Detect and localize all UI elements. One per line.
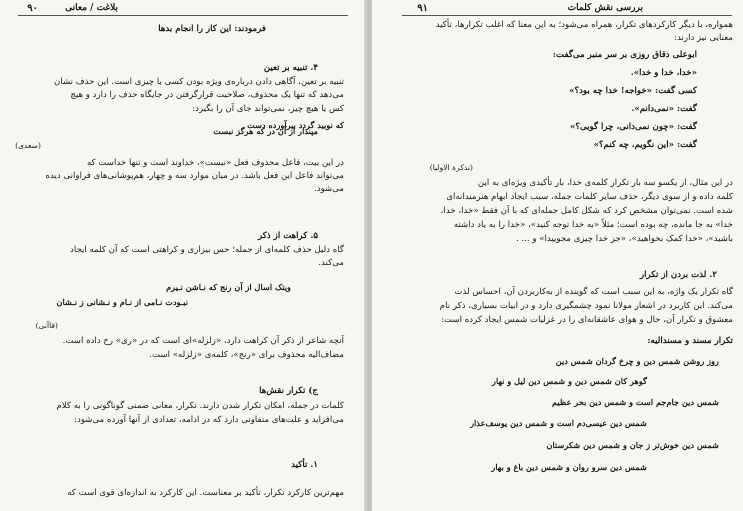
left-line-11: می‌شود. bbox=[314, 184, 344, 194]
left-line-13: گاه دلیل حذف کلمه‌ای از جمله؛ حس بیزاری و کراهتی است که آن کلمه ایجاد bbox=[70, 245, 344, 255]
right-line-2: معنایی نیز دارند: bbox=[674, 33, 733, 43]
section-heading-5: ۵. کراهت از ذکر bbox=[258, 231, 318, 241]
left-line-19: مضاف‌الیه محذوف برای «رنج»، کلمه‌ی «زلزله» است. bbox=[149, 350, 344, 360]
left-line-22: می‌افزاید و علت‌های متفاوتی دارد که در ادامه، تعدادی از آنها آورده می‌شود: bbox=[74, 415, 344, 425]
ghazal-line-1: روز روشن شمس دین و چرخ گردان شمس دین bbox=[555, 356, 719, 366]
left-line-3: تنبیه بر تعین، آگاهی دادن درباره‌ی ویژه بودن کسی یا چیزی است. این حذف نشان bbox=[54, 77, 344, 87]
quote-line-4: گفت: «نمی‌دانم». bbox=[631, 104, 697, 114]
verse-hemistich-3: نبـودت نـامی از نـام و نـشانی ز نـشان bbox=[56, 297, 188, 307]
verse-left-hemistich-1: که نوبید گردد بیرآورده دست bbox=[247, 120, 344, 130]
section-heading-c: ج) تکرار نقش‌ها bbox=[259, 386, 318, 396]
verse-right-hemistich-1: مپندار از آن در که هرگز نبست bbox=[213, 126, 318, 136]
ghazal-line-6: شمس دین سرو روان و شمس دین باغ و بهار bbox=[491, 462, 647, 472]
section-heading-1: ۱. تأکید bbox=[291, 460, 318, 470]
ghazal-line-2: گوهر کان شمس دین و شمس دین لیل و نهار bbox=[492, 376, 647, 386]
ghazal-line-4: شمس دین عیسی‌دم است و شمس دین یوسف‌عذار bbox=[470, 418, 647, 428]
right-running-title: بررسی نقش کلمات bbox=[567, 3, 643, 13]
right-line-1: همواره، با دیگر کارکردهای تکرار، همراه می‌شود؛ به این معنا که اغلب تکرارها، تأکید bbox=[435, 20, 733, 30]
ghazal-line-5: شمس دین خوش‌تر ز جان و شمس دین شکرستان bbox=[546, 440, 719, 450]
right-header-rule bbox=[402, 15, 732, 16]
right-line-14: باشید»، «خدا کمک بخواهید»، «جز خدا چیزی مجوییدا» و ... . bbox=[515, 234, 733, 244]
right-page bbox=[372, 0, 743, 511]
section-heading-2: ۲. لذت بردن از تکرار bbox=[639, 270, 717, 280]
subheading-musnad: تکرار مسند و مسندالیه: bbox=[647, 336, 733, 346]
source-qaani: (قاآنی) bbox=[35, 321, 58, 330]
left-line-9: در این بیت، فاعل محذوف فعل «نبست»، خداوند است و تنها خداست که bbox=[86, 158, 344, 168]
quote-line-1: ابوعلی دقاق روزی بر سر منبر می‌گفت: bbox=[552, 50, 697, 60]
right-line-18: معشوق و تکرار آن، حال و هوای عاشقانه‌ای را در غزلیات شمس ایجاد کرده است: bbox=[441, 315, 733, 325]
right-line-16: گاه تکرار یک واژه، به این سبب است که گوینده از به‌کاربردن آن، احساس لذت bbox=[454, 287, 733, 297]
right-line-11: کلمه داده و از سوی دیگر، حذف سایر کلمات جمله، سبب ایجاد ابهام هنرمندانه‌ای bbox=[446, 192, 733, 202]
right-line-17: می‌کند. این کاربرد در اشعار مولانا نمود چشمگیری دارد و در ابیات بسیاری، ذکر نام bbox=[439, 301, 733, 311]
left-line-18: آنچه شاعر از ذکر آن کراهت دارد، «زلزله»ای است که در «ری» رخ داده است. bbox=[62, 336, 344, 346]
left-line-1: فرمودند: این کار را انجام بدها bbox=[158, 24, 266, 34]
source-tazkirat: (تذکرة الاولیا) bbox=[429, 163, 473, 172]
quote-line-5: گفت: «چون نمی‌دانی، چرا گویی؟» bbox=[570, 122, 697, 132]
left-line-4: می‌دهد که تنها یک محذوف، صلاحیت قرارگرفتن در جایگاه حذف را دارد و هیچ bbox=[70, 90, 344, 100]
left-page bbox=[0, 0, 366, 511]
left-line-24: مهم‌ترین کارکرد تکرار، تأکید بر معناست. این کارکرد به اندازه‌ای قوی است که bbox=[67, 488, 344, 498]
right-line-10: در این مثال، از یکسو سه بار تکرار کلمه‌ی خدا، بار تأکیدی ویژه‌ای به این bbox=[477, 178, 733, 188]
left-line-14: می‌کند. bbox=[318, 258, 344, 268]
ghazal-line-3: شمس دین جام‌جم است و شمس دین بحر عظیم bbox=[551, 397, 719, 407]
left-page-number: ۹۰ bbox=[27, 3, 38, 14]
right-line-12: شده است. نمی‌توان مشخص کرد که شکل کامل جمله‌ای که با آن فقط «خدا، خدا، bbox=[440, 206, 733, 216]
quote-line-3: کسی گفت: «خواجه! خدا چه بود؟» bbox=[569, 86, 697, 96]
left-line-21: کلمات در جمله، امکان تکرار شدن دارند. تکرار، معانی ضمنی گوناگونی را به کلام bbox=[56, 401, 344, 411]
left-header-rule bbox=[18, 15, 348, 16]
left-running-title: بلاغت / معانی bbox=[65, 3, 118, 13]
left-line-10: می‌تواند فاعل این فعل باشد. در میان موارد سه و چهار، هم‌پوشانی‌های فراوانی دیده bbox=[45, 171, 344, 181]
left-line-5: کس یا هیچ چیز، نمی‌تواند جای آن را بگیرد: bbox=[192, 104, 344, 114]
quote-line-2: «خدا، خدا و خدا». bbox=[630, 68, 697, 78]
right-page-number: ۹۱ bbox=[417, 3, 428, 14]
right-line-13: خدا» به جا مانده، چه بوده است؛ مثلاً «به خدا توجه کنید»، «خدا را به یاد داشته bbox=[453, 220, 733, 230]
source-saadi: (سعدی) bbox=[15, 141, 41, 150]
section-heading-4: ۴. تنبیه بر تعین bbox=[263, 63, 318, 73]
verse-hemistich-2: ویتک اسال از آن رنج که نـاشن نـیرم bbox=[166, 282, 291, 292]
quote-line-6: گفت: «این نگویم، چه کنم؟» bbox=[593, 140, 697, 150]
